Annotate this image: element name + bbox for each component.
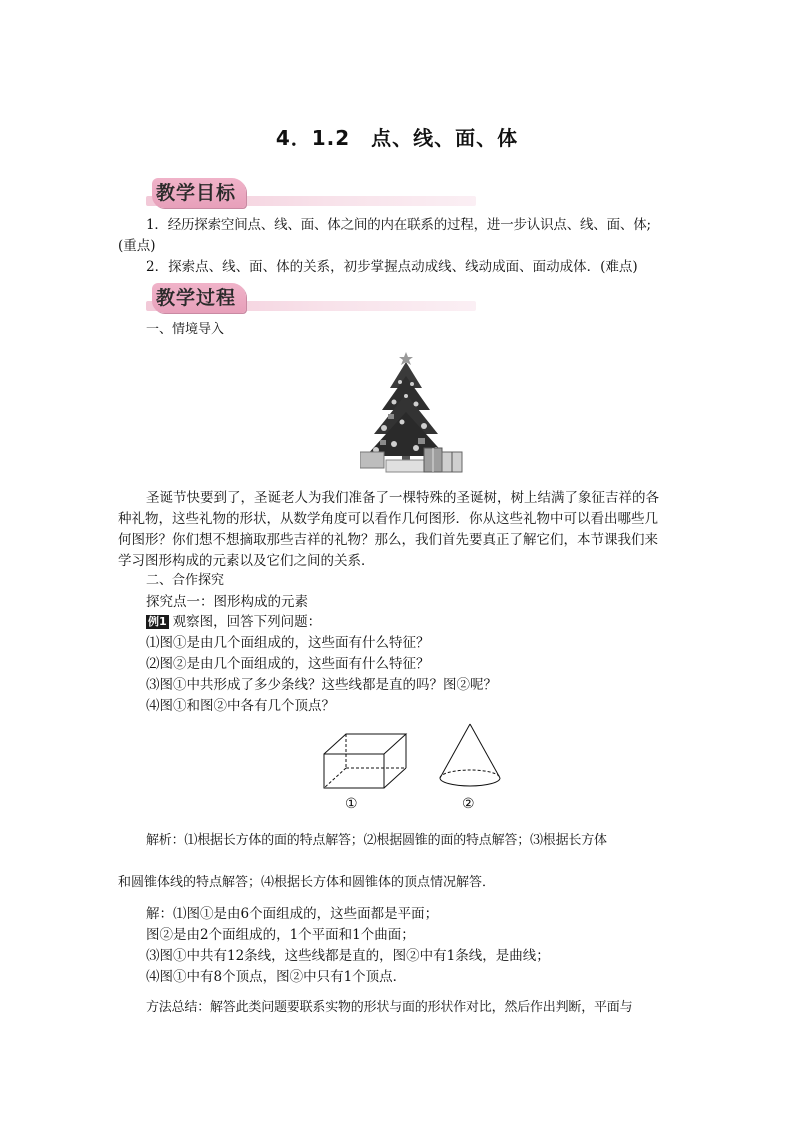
explore-point-1: 探究点一：图形构成的元素 [146,594,308,610]
analysis-line-1: 解析：⑴根据长方体的面的特点解答；⑵根据圆锥的面的特点解答；⑶根据长方体 [146,833,607,848]
analysis-line-2: 和圆锥体线的特点解答；⑷根据长方体和圆锥体的顶点情况解答． [118,875,496,890]
solution-line-1: 解：⑴图①是由6个面组成的，这些面都是平面； [146,906,439,922]
example-1-intro [146,612,676,632]
question-3: ⑶图①中共形成了多少条线？这些线都是直的吗？图②呢？ [146,677,497,693]
question-1: ⑴图①是由几个面组成的，这些面有什么特征？ [146,635,430,651]
solution-line-3: ⑶图①中共有12条线，这些线都是直的，图②中有1条线，是曲线； [146,948,550,964]
example-tag: 例1 [148,615,167,628]
method-summary: 方法总结：解答此类问题要联系实物的形状与面的形状作对比，然后作出判断，平面与 [146,1000,633,1015]
figure-2-label: ② [462,796,475,812]
part-heading-explore: 二、合作探究 [146,573,225,588]
cuboid-figure [320,730,412,792]
section-banner-objectives [146,178,476,210]
solution-line-2: 图②是由2个面组成的，1个平面和1个曲面； [146,927,415,943]
intro-paragraph-line-2: 种礼物，这些礼物的形状，从数学角度可以看作几何图形．你从这些礼物中可以看出哪些几 [118,511,658,527]
question-4: ⑷图①和图②中各有几个顶点？ [146,698,335,714]
cone-figure [436,722,504,792]
question-2: ⑵图②是由几个面组成的，这些面有什么特征？ [146,656,430,672]
intro-paragraph-line-4: 学习图形构成的元素以及它们之间的关系． [118,553,375,569]
intro-paragraph-line-3: 何图形？你们想不想摘取那些吉祥的礼物？那么，我们首先要真正了解它们，本节课我们来 [118,532,658,548]
example-intro-text: 观察图，回答下列问题： [172,614,322,630]
objective-2: 2．探索点、线、面、体的关系，初步掌握点动成线、线动成面、面动成体．(难点) [146,259,638,275]
section-banner-process [146,283,476,315]
objective-1-cont: (重点) [118,238,156,254]
banner-label: 教学目标 [152,178,246,208]
christmas-tree-image [360,348,470,476]
part-heading-intro: 一、情境导入 [146,322,225,337]
banner-label: 教学过程 [152,283,246,313]
figure-1-label: ① [345,796,358,812]
intro-paragraph-line-1: 圣诞节快要到了，圣诞老人为我们准备了一棵特殊的圣诞树，树上结满了象征吉祥的各 [146,490,659,506]
page-title: 4．1.2 点、线、面、体 [275,126,519,150]
solution-line-4: ⑷图①中有8个顶点，图②中只有1个顶点． [146,969,407,985]
objective-1: 1．经历探索空间点、线、面、体之间的内在联系的过程，进一步认识点、线、面、体; [146,217,651,233]
